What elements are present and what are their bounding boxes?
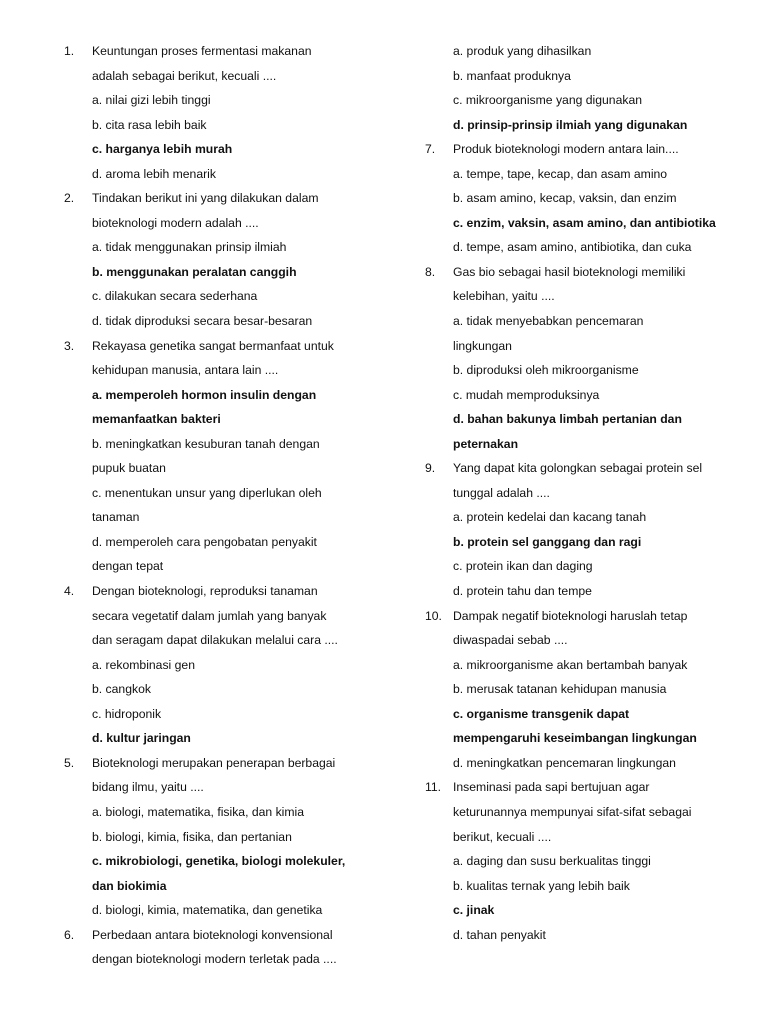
question-number: 9. — [425, 461, 436, 476]
answer-text: a. mikroorganisme akan bertambah banyak — [453, 657, 688, 672]
question-text: dan seragam dapat dilakukan melalui cara .... — [92, 633, 338, 648]
question-item — [64, 751, 384, 923]
question-line — [425, 260, 745, 285]
answer-option — [425, 751, 745, 776]
question-line — [425, 284, 745, 309]
question-item — [425, 137, 745, 260]
question-line — [64, 358, 384, 383]
question-text: tunggal adalah .... — [453, 485, 550, 500]
answer-option — [64, 260, 384, 285]
correct-answer-text: d. kultur jaringan — [92, 731, 191, 746]
answer-text: c. mudah memproduksinya — [453, 387, 600, 402]
question-text: kehidupan manusia, antara lain .... — [92, 363, 279, 378]
answer-text: c. mikroorganisme yang digunakan — [453, 93, 643, 108]
answer-option — [64, 702, 384, 727]
question-item — [425, 39, 745, 137]
question-number — [425, 628, 453, 653]
answer-option — [425, 88, 745, 113]
question-item — [64, 39, 384, 186]
answer-text: b. asam amino, kecap, vaksin, dan enzim — [453, 191, 677, 206]
answer-text: a. daging dan susu berkualitas tinggi — [453, 854, 651, 869]
question-line — [64, 947, 384, 972]
answer-text: c. hidroponik — [92, 706, 162, 721]
answer-text: a. tidak menyebabkan pencemaran — [453, 314, 644, 329]
question-number — [425, 284, 453, 309]
correct-answer-text: mempengaruhi keseimbangan lingkungan — [453, 731, 697, 746]
answer-option — [425, 849, 745, 874]
question-number — [64, 775, 92, 800]
question-number: 2. — [64, 191, 75, 206]
answer-option — [64, 481, 384, 506]
question-line — [425, 481, 745, 506]
question-line — [425, 137, 745, 162]
question-line — [425, 825, 745, 850]
answer-text: a. nilai gizi lebih tinggi — [92, 93, 211, 108]
question-text: dengan bioteknologi modern terletak pada .... — [92, 952, 337, 967]
answer-option — [425, 677, 745, 702]
answer-text: c. dilakukan secara sederhana — [92, 289, 258, 304]
answer-option — [425, 653, 745, 678]
question-line — [64, 211, 384, 236]
correct-answer-text: b. menggunakan peralatan canggih — [92, 264, 297, 279]
answer-text: b. kualitas ternak yang lebih baik — [453, 878, 630, 893]
answer-text: pupuk buatan — [92, 461, 166, 476]
answer-option — [425, 39, 745, 64]
answer-option — [64, 284, 384, 309]
question-number — [64, 64, 92, 89]
answer-option — [425, 113, 745, 138]
question-number: 6. — [64, 927, 75, 942]
question-item — [64, 923, 384, 972]
answer-option — [64, 235, 384, 260]
correct-answer-text: peternakan — [453, 436, 519, 451]
answer-option — [64, 800, 384, 825]
answer-text: d. tahan penyakit — [453, 927, 546, 942]
answer-option — [425, 211, 745, 236]
answer-option — [64, 113, 384, 138]
correct-answer-text: c. mikrobiologi, genetika, biologi molekuler, — [92, 854, 346, 869]
question-item — [64, 334, 384, 579]
correct-answer-text: c. organisme transgenik dapat — [453, 706, 630, 721]
question-text: adalah sebagai berikut, kecuali .... — [92, 68, 277, 83]
question-line — [425, 604, 745, 629]
answer-text: b. meningkatkan kesuburan tanah dengan — [92, 436, 320, 451]
question-text: Dengan bioteknologi, reproduksi tanaman — [92, 584, 318, 599]
question-text: Produk bioteknologi modern antara lain.... — [453, 142, 679, 157]
answer-text: d. protein tahu dan tempe — [453, 584, 592, 599]
answer-option — [425, 334, 745, 359]
answer-option — [64, 407, 384, 432]
answer-option — [64, 825, 384, 850]
answer-text: b. cita rasa lebih baik — [92, 117, 207, 132]
answer-option — [64, 162, 384, 187]
question-number — [64, 358, 92, 383]
answer-text: b. cangkok — [92, 682, 151, 697]
answer-text: a. biologi, matematika, fisika, dan kimia — [92, 804, 305, 819]
answer-text: tanaman — [92, 510, 140, 525]
question-item — [425, 456, 745, 603]
correct-answer-text: dan biokimia — [92, 878, 167, 893]
answer-option — [64, 309, 384, 334]
question-line — [64, 39, 384, 64]
question-line — [425, 800, 745, 825]
question-number: 3. — [64, 338, 75, 353]
answer-text: d. tidak diproduksi secara besar-besaran — [92, 314, 313, 329]
question-item — [425, 775, 745, 947]
question-line — [64, 923, 384, 948]
question-number: 11. — [425, 780, 442, 795]
answer-option — [425, 505, 745, 530]
left-column — [64, 39, 384, 972]
answer-option — [64, 653, 384, 678]
answer-text: a. tidak menggunakan prinsip ilmiah — [92, 240, 287, 255]
question-item — [425, 260, 745, 456]
answer-option — [64, 874, 384, 899]
question-item — [64, 186, 384, 333]
question-text: Inseminasi pada sapi bertujuan agar — [453, 780, 650, 795]
answer-option — [64, 383, 384, 408]
answer-text: d. meningkatkan pencemaran lingkungan — [453, 755, 676, 770]
answer-text: c. protein ikan dan daging — [453, 559, 593, 574]
answer-option — [64, 505, 384, 530]
answer-option — [64, 137, 384, 162]
answer-text: d. tempe, asam amino, antibiotika, dan cuka — [453, 240, 692, 255]
answer-option — [425, 235, 745, 260]
answer-option — [425, 162, 745, 187]
answer-option — [425, 530, 745, 555]
answer-text: d. aroma lebih menarik — [92, 166, 216, 181]
question-text: bidang ilmu, yaitu .... — [92, 780, 204, 795]
answer-option — [64, 530, 384, 555]
answer-option — [425, 874, 745, 899]
question-text: Rekayasa genetika sangat bermanfaat untuk — [92, 338, 334, 353]
answer-text: d. memperoleh cara pengobatan penyakit — [92, 534, 317, 549]
answer-option — [425, 579, 745, 604]
question-text: kelebihan, yaitu .... — [453, 289, 555, 304]
answer-option — [64, 432, 384, 457]
question-item — [425, 604, 745, 776]
question-text: Perbedaan antara bioteknologi konvensional — [92, 927, 333, 942]
answer-text: a. tempe, tape, kecap, dan asam amino — [453, 166, 668, 181]
answer-option — [425, 309, 745, 334]
correct-answer-text: b. protein sel ganggang dan ragi — [453, 534, 642, 549]
question-number: 10. — [425, 608, 442, 623]
question-line — [64, 751, 384, 776]
answer-text: b. merusak tatanan kehidupan manusia — [453, 682, 667, 697]
answer-text: a. rekombinasi gen — [92, 657, 195, 672]
question-number — [64, 947, 92, 972]
correct-answer-text: a. memperoleh hormon insulin dengan — [92, 387, 317, 402]
answer-option — [64, 726, 384, 751]
question-number: 8. — [425, 264, 436, 279]
question-line — [64, 604, 384, 629]
question-line — [64, 186, 384, 211]
answer-text: dengan tepat — [92, 559, 164, 574]
question-number — [425, 825, 453, 850]
question-text: Bioteknologi merupakan penerapan berbagai — [92, 755, 336, 770]
question-number — [64, 628, 92, 653]
question-text: Yang dapat kita golongkan sebagai protein sel — [453, 461, 703, 476]
question-number — [64, 211, 92, 236]
answer-option — [64, 849, 384, 874]
answer-option — [425, 554, 745, 579]
answer-text: c. menentukan unsur yang diperlukan oleh — [92, 485, 322, 500]
question-number: 5. — [64, 755, 75, 770]
correct-answer-text: c. enzim, vaksin, asam amino, dan antibiotika — [453, 215, 716, 230]
question-line — [64, 579, 384, 604]
question-text: secara vegetatif dalam jumlah yang banyak — [92, 608, 327, 623]
question-number — [425, 481, 453, 506]
question-text: diwaspadai sebab .... — [453, 633, 568, 648]
answer-text: b. biologi, kimia, fisika, dan pertanian — [92, 829, 292, 844]
question-line — [64, 64, 384, 89]
answer-text: b. diproduksi oleh mikroorganisme — [453, 363, 639, 378]
question-number: 7. — [425, 142, 436, 157]
answer-option — [64, 88, 384, 113]
answer-option — [425, 64, 745, 89]
answer-option — [64, 456, 384, 481]
question-line — [425, 775, 745, 800]
answer-option — [425, 383, 745, 408]
question-line — [425, 628, 745, 653]
answer-option — [64, 898, 384, 923]
question-number — [64, 604, 92, 629]
question-text: berikut, kecuali .... — [453, 829, 552, 844]
answer-option — [425, 186, 745, 211]
answer-option — [425, 923, 745, 948]
question-text: Tindakan berikut ini yang dilakukan dalam — [92, 191, 319, 206]
question-text: keturunannya mempunyai sifat-sifat sebagai — [453, 804, 692, 819]
answer-option — [64, 554, 384, 579]
correct-answer-text: d. prinsip-prinsip ilmiah yang digunakan — [453, 117, 688, 132]
question-text: bioteknologi modern adalah .... — [92, 215, 259, 230]
question-text: Gas bio sebagai hasil bioteknologi memiliki — [453, 264, 686, 279]
question-line — [64, 628, 384, 653]
answer-option — [425, 702, 745, 727]
answer-option — [425, 726, 745, 751]
correct-answer-text: c. harganya lebih murah — [92, 142, 233, 157]
answer-option — [425, 898, 745, 923]
answer-text: b. manfaat produknya — [453, 68, 571, 83]
question-line — [425, 456, 745, 481]
answer-text: a. protein kedelai dan kacang tanah — [453, 510, 647, 525]
answer-option — [425, 432, 745, 457]
question-item — [64, 579, 384, 751]
answer-text: a. produk yang dihasilkan — [453, 44, 592, 58]
question-text: Dampak negatif bioteknologi haruslah tetap — [453, 608, 688, 623]
question-text: Keuntungan proses fermentasi makanan — [92, 44, 312, 58]
answer-option — [64, 677, 384, 702]
correct-answer-text: memanfaatkan bakteri — [92, 412, 221, 427]
question-number: 4. — [64, 584, 75, 599]
answer-text: lingkungan — [453, 338, 512, 353]
answer-text: d. biologi, kimia, matematika, dan genetika — [92, 903, 323, 918]
correct-answer-text: d. bahan bakunya limbah pertanian dan — [453, 412, 682, 427]
question-number — [425, 800, 453, 825]
answer-option — [425, 407, 745, 432]
question-number: 1. — [64, 44, 75, 58]
right-column — [425, 39, 745, 947]
question-line — [64, 334, 384, 359]
question-line — [64, 775, 384, 800]
correct-answer-text: c. jinak — [453, 903, 495, 918]
answer-option — [425, 358, 745, 383]
